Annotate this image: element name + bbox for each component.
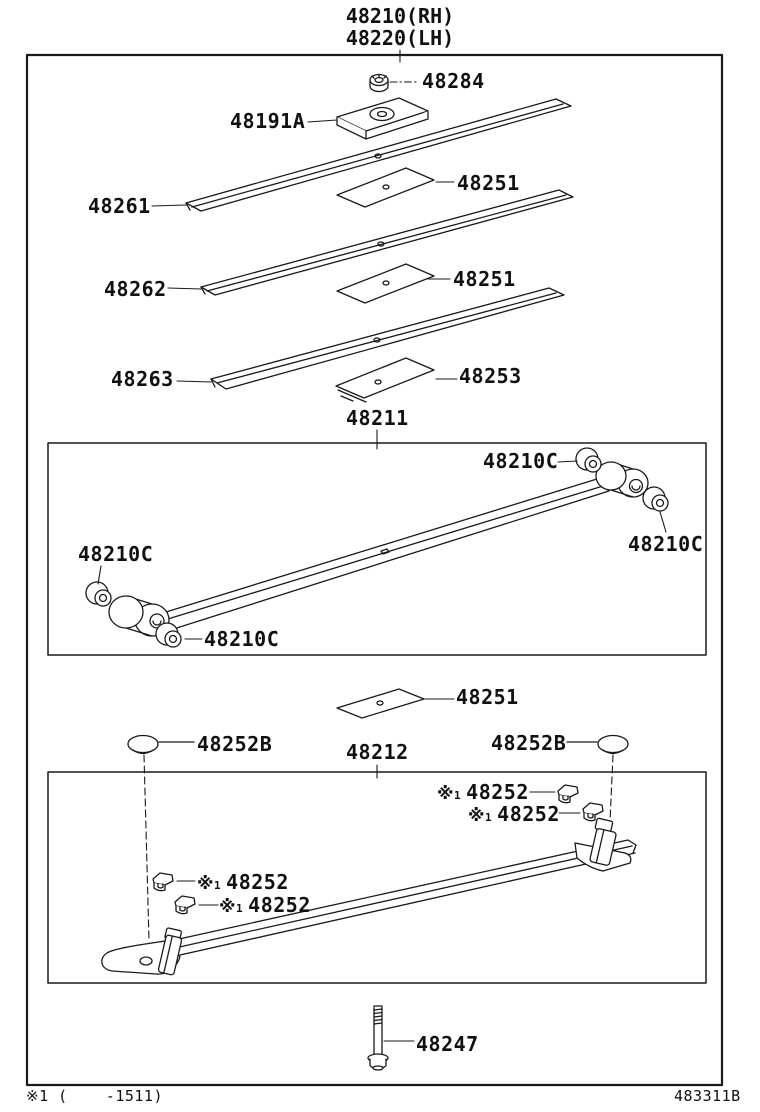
callout-48212: 48212 xyxy=(346,740,409,764)
part-number: 48252 xyxy=(497,802,560,826)
clamp-icon-left-1 xyxy=(153,873,173,891)
callout-48263: 48263 xyxy=(111,367,174,391)
silencer-pad-upper-drawing xyxy=(337,168,454,207)
footer-applicability-note: ※1 ( -1511) xyxy=(26,1087,163,1105)
title-part-number-lh: 48220(LH) xyxy=(345,26,455,50)
callout-48261: 48261 xyxy=(88,194,151,218)
callout-48210c-left: 48210C xyxy=(78,542,154,566)
part-number: 48252 xyxy=(466,780,529,804)
callout-48210c-right: 48210C xyxy=(628,532,704,556)
callout-48210c-bottom-left: 48210C xyxy=(204,627,280,651)
silencer-pad-no3-drawing xyxy=(336,358,457,402)
callout-48251-lower: 48251 xyxy=(456,685,519,709)
callout-48284: 48284 xyxy=(422,69,485,93)
silencer-pad-mid-drawing xyxy=(337,264,450,303)
callout-48252b-left: 48252B xyxy=(197,732,273,756)
clamp-icon-left-2 xyxy=(175,896,195,914)
callout-48253: 48253 xyxy=(459,364,522,388)
callout-48252-right-2 xyxy=(468,804,560,825)
title-part-number-rh: 48210(RH) xyxy=(345,4,455,28)
bushing-right-drawing xyxy=(643,487,668,511)
reference-number: 1 xyxy=(454,789,462,802)
callout-48247: 48247 xyxy=(416,1032,479,1056)
callout-48211: 48211 xyxy=(346,406,409,430)
silencer-pad-lower-drawing xyxy=(337,689,454,718)
callout-48191a: 48191A xyxy=(230,109,306,133)
callout-48252b-right: 48252B xyxy=(491,731,567,755)
reference-number: 1 xyxy=(236,902,244,915)
callout-48251-upper: 48251 xyxy=(457,171,520,195)
bushing-top-right-drawing xyxy=(576,448,601,472)
callout-48210c-top-right: 48210C xyxy=(483,449,559,473)
reference-mark: ※ xyxy=(468,806,486,826)
callout-48252-left-1 xyxy=(197,872,289,893)
callout-48252-left-2 xyxy=(219,895,311,916)
spring-seat-drawing xyxy=(308,98,428,139)
reference-mark: ※ xyxy=(219,897,237,917)
bushing-left-drawing xyxy=(86,582,111,606)
clamp-icon-right-1 xyxy=(558,785,578,803)
nut-drawing xyxy=(370,75,418,92)
center-bolt-drawing xyxy=(368,1006,414,1070)
part-number: 48252 xyxy=(248,893,311,917)
reference-number: 1 xyxy=(214,879,222,892)
footer-drawing-code: 483311B xyxy=(674,1087,741,1105)
reference-mark: ※ xyxy=(197,874,215,894)
spring-assembly-upper-drawing xyxy=(86,448,668,651)
reference-number: 1 xyxy=(485,811,493,824)
callout-48262: 48262 xyxy=(104,277,167,301)
reference-mark: ※ xyxy=(437,784,455,804)
part-number: 48252 xyxy=(226,870,289,894)
callout-48252-right-1 xyxy=(437,782,529,803)
callout-48251-mid: 48251 xyxy=(453,267,516,291)
